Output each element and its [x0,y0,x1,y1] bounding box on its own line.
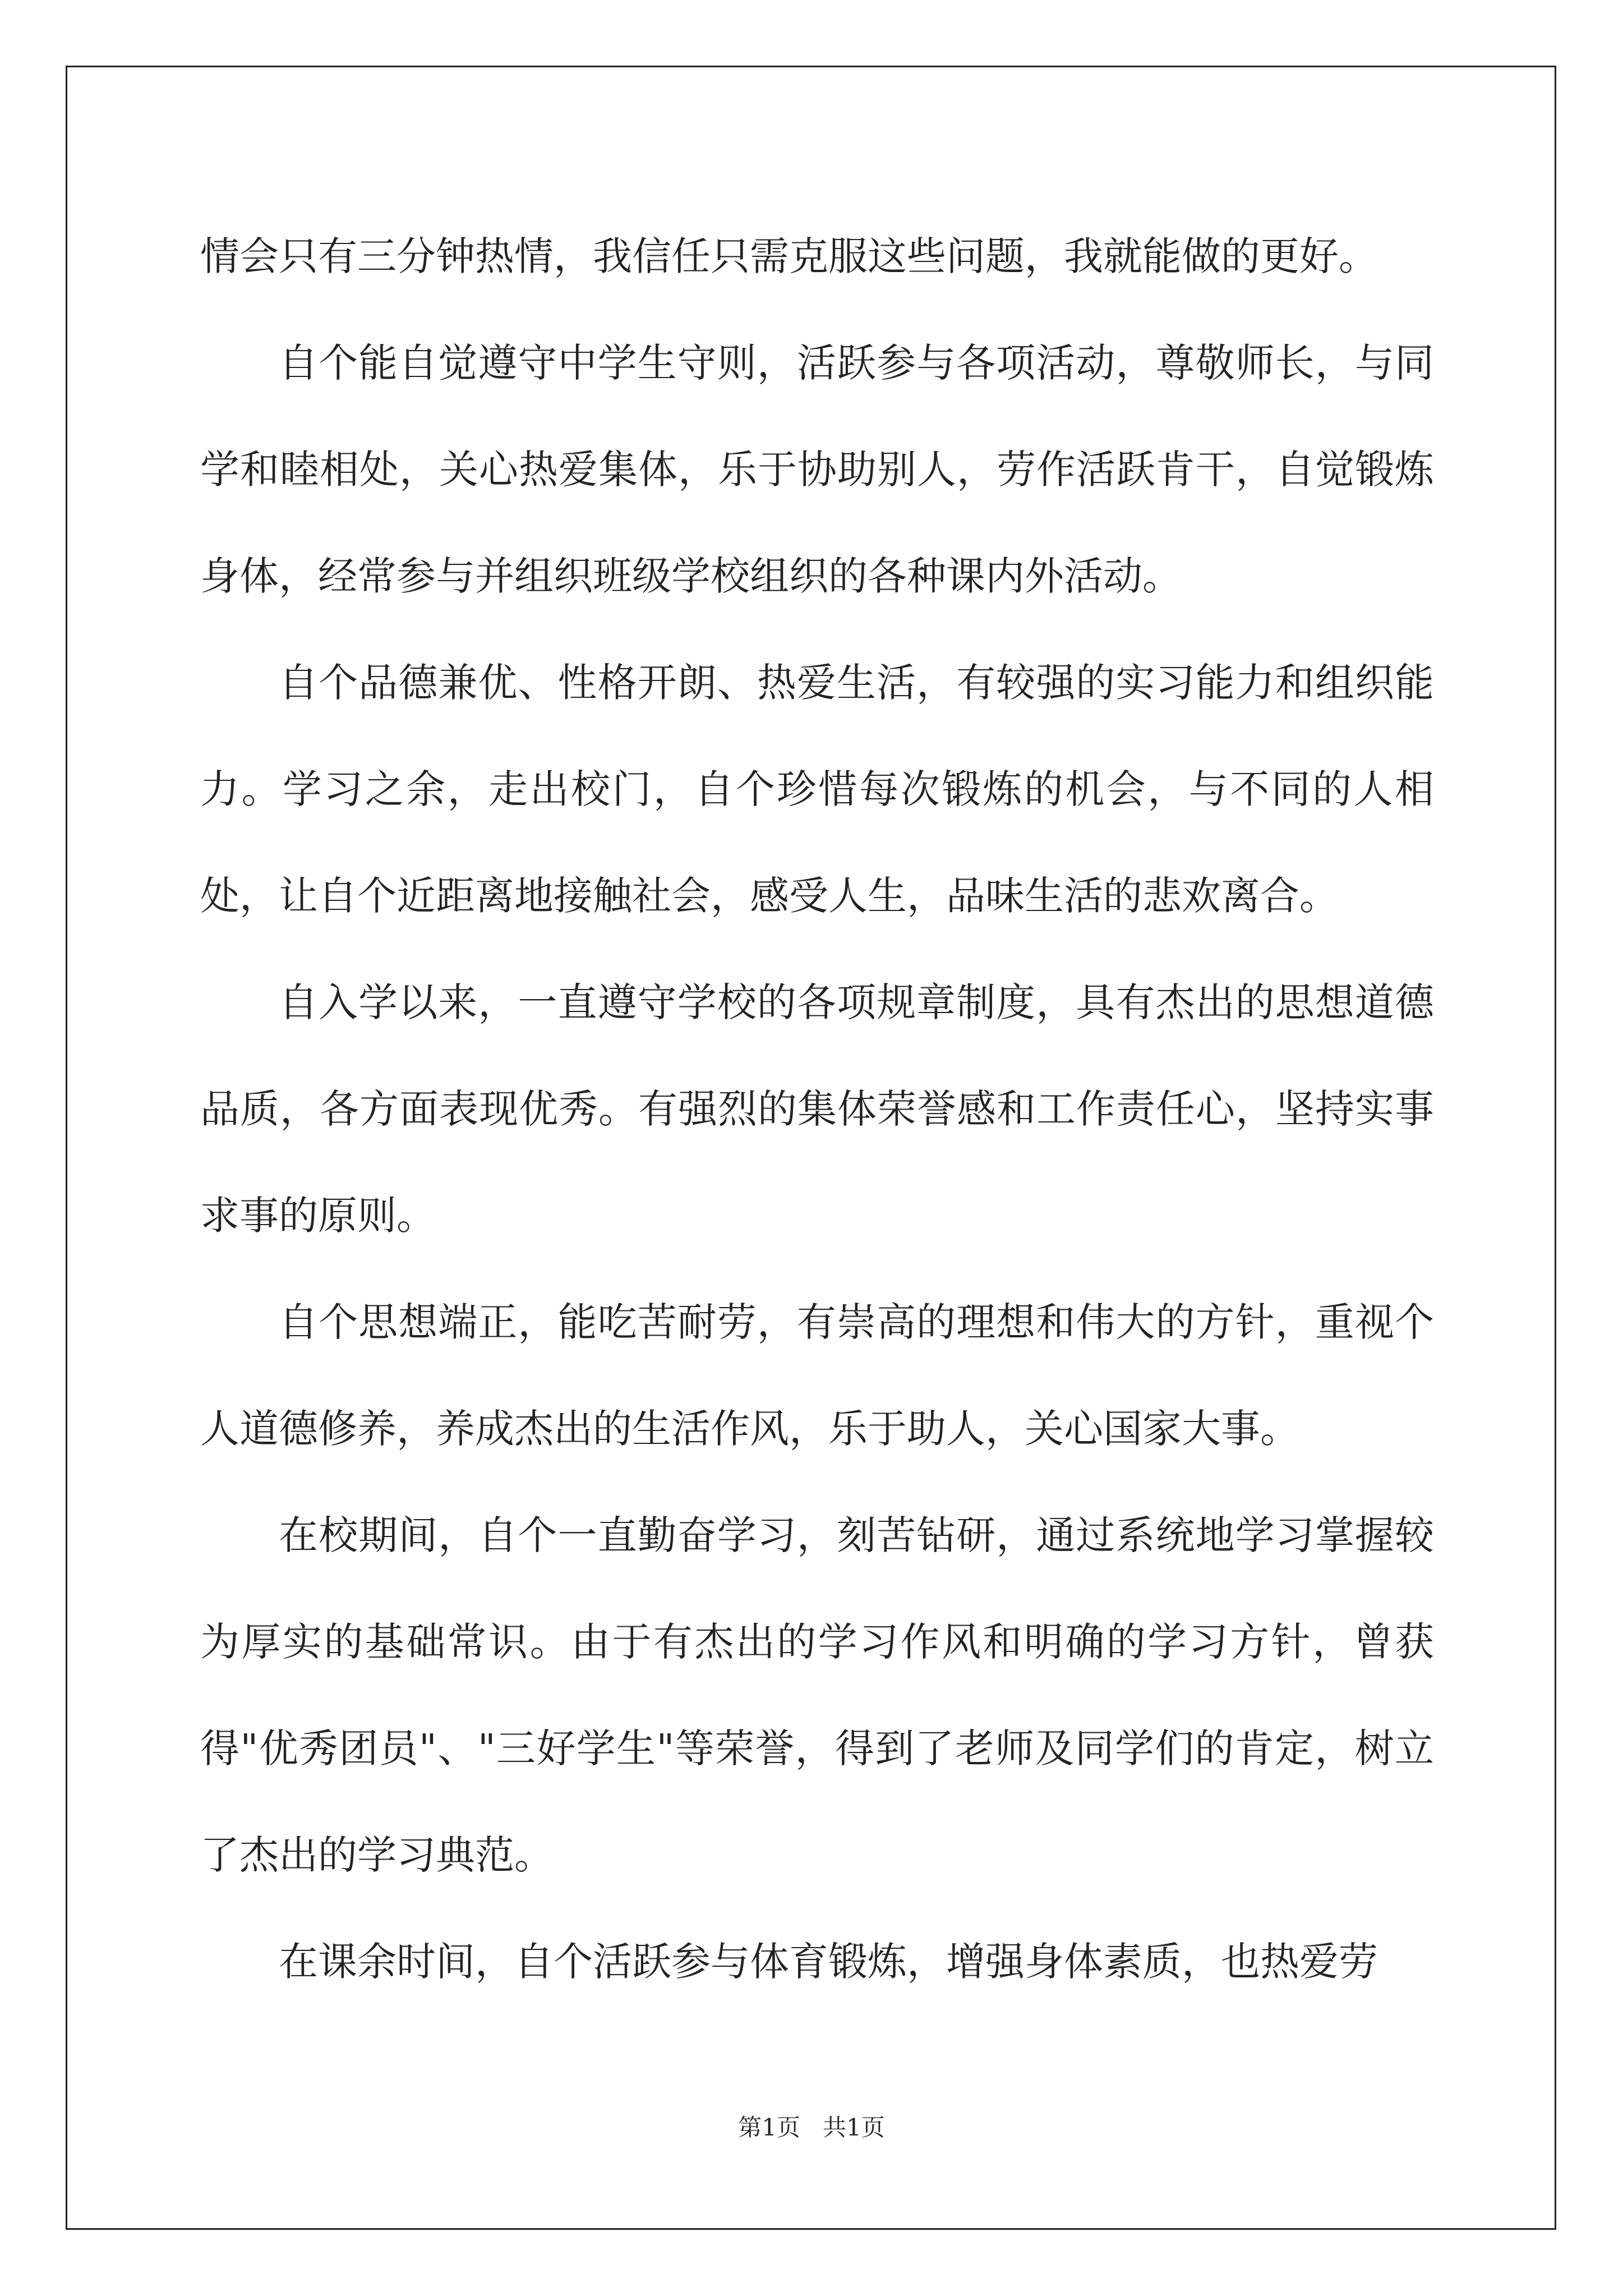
paragraph-4: 自入学以来，一直遵守学校的各项规章制度，具有杰出的思想道德品质，各方面表现优秀。有强烈的集体荣誉感和工作责任心，坚持实事求事的原则。 [200,979,1434,1239]
paragraph-6: 在校期间，自个一直勤奋学习，刻苦钻研，通过系统地学习掌握较为厚实的基础常识。由于有杰出的学习作风和明确的学习方针，曾获得"优秀团员"、"三好学生"等荣誉，得到了老师及同学们的肯定，树立了杰出的学习典范。 [200,1512,1434,1878]
paragraph-5: 自个思想端正，能吃苦耐劳，有崇高的理想和伟大的方针，重视个人道德修养，养成杰出的生活作风，乐于助人，关心国家大事。 [200,1299,1434,1452]
document-body [200,203,1434,2015]
paragraph-1: 情会只有三分钟热情，我信任只需克服这些问题，我就能做的更好。 [200,233,1378,279]
paragraph-3: 自个品德兼优、性格开朗、热爱生活，有较强的实习能力和组织能力。学习之余，走出校门，自个珍惜每次锻炼的机会，与不同的人相处，让自个近距离地接触社会，感受人生，品味生活的悲欢离合。 [200,660,1434,919]
paragraph-2: 自个能自觉遵守中学生守则，活跃参与各项活动，尊敬师长，与同学和睦相处，关心热爱集体，乐于协助别人，劳作活跃肯干，自觉锻炼身体，经常参与并组织班级学校组织的各种课内外活动。 [200,340,1434,599]
paragraph-7: 在课余时间，自个活跃参与体育锻炼，增强身体素质，也热爱劳 [279,1939,1378,1985]
page-number-footer: 第1页 共1页 [738,2114,885,2141]
